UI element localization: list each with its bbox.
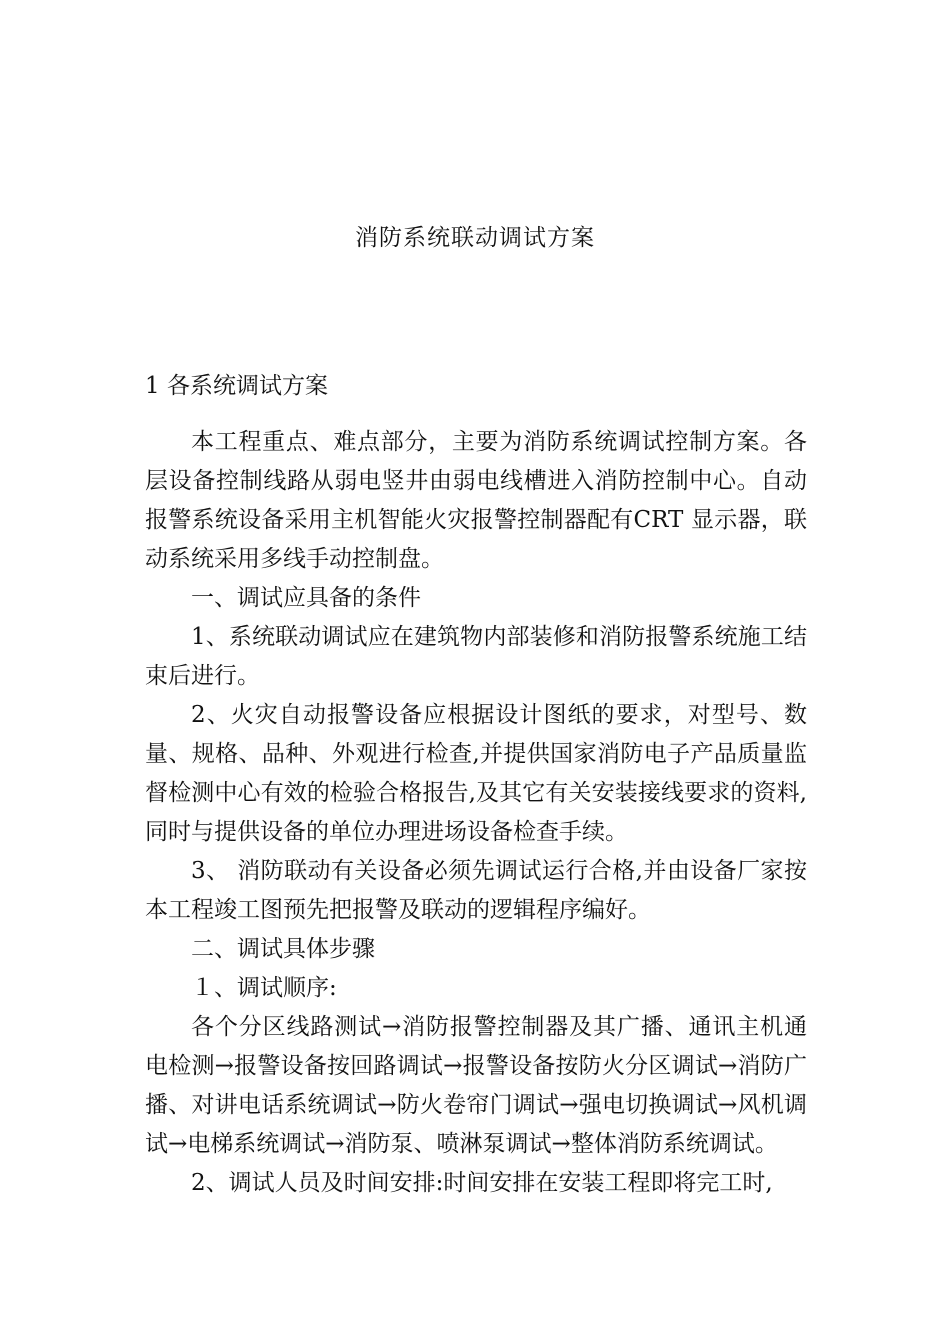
condition-1-paragraph: 1、系统联动调试应在建筑物内部装修和消防报警系统施工结束后进行。 xyxy=(145,624,807,689)
subheading-conditions: 一、调试应具备的条件 xyxy=(191,585,421,611)
section-heading: 1 各系统调试方案 xyxy=(145,373,328,399)
subheading-steps: 二、调试具体步骤 xyxy=(191,936,375,962)
step-1-heading: １、调试顺序: xyxy=(191,975,337,1001)
step-2-paragraph: 2、调试人员及时间安排:时间安排在安装工程即将完工时, xyxy=(191,1170,773,1196)
condition-2-paragraph: 2、火灾自动报警设备应根据设计图纸的要求，对型号、数量、规格、品种、外观进行检查,并提供国家消防电子产品质量监督检测中心有效的检验合格报告,及其它有关安装接线要求的资料,同时与提供设备的单位办理进场设备检查手续。 xyxy=(145,702,807,845)
condition-3-paragraph: 3、 消防联动有关设备必须先调试运行合格,并由设备厂家按本工程竣工图预先把报警及联动的逻辑程序编好。 xyxy=(145,858,807,923)
test-sequence-paragraph: 各个分区线路测试→消防报警控制器及其广播、通讯主机通电检测→报警设备按回路调试→报警设备按防火分区调试→消防广播、对讲电话系统调试→防火卷帘门调试→强电切换调试→风机调试→电梯系统调试→消防泵、喷淋泵调试→整体消防系统调试。 xyxy=(145,1014,807,1157)
intro-paragraph: 本工程重点、难点部分，主要为消防系统调试控制方案。各层设备控制线路从弱电竖井由弱电线槽进入消防控制中心。自动报警系统设备采用主机智能火灾报警控制器配有CRT 显示器，联动系统采用多线手动控制盘。 xyxy=(145,429,807,572)
document-body xyxy=(145,367,807,1203)
document-title: 消防系统联动调试方案 xyxy=(355,225,595,251)
